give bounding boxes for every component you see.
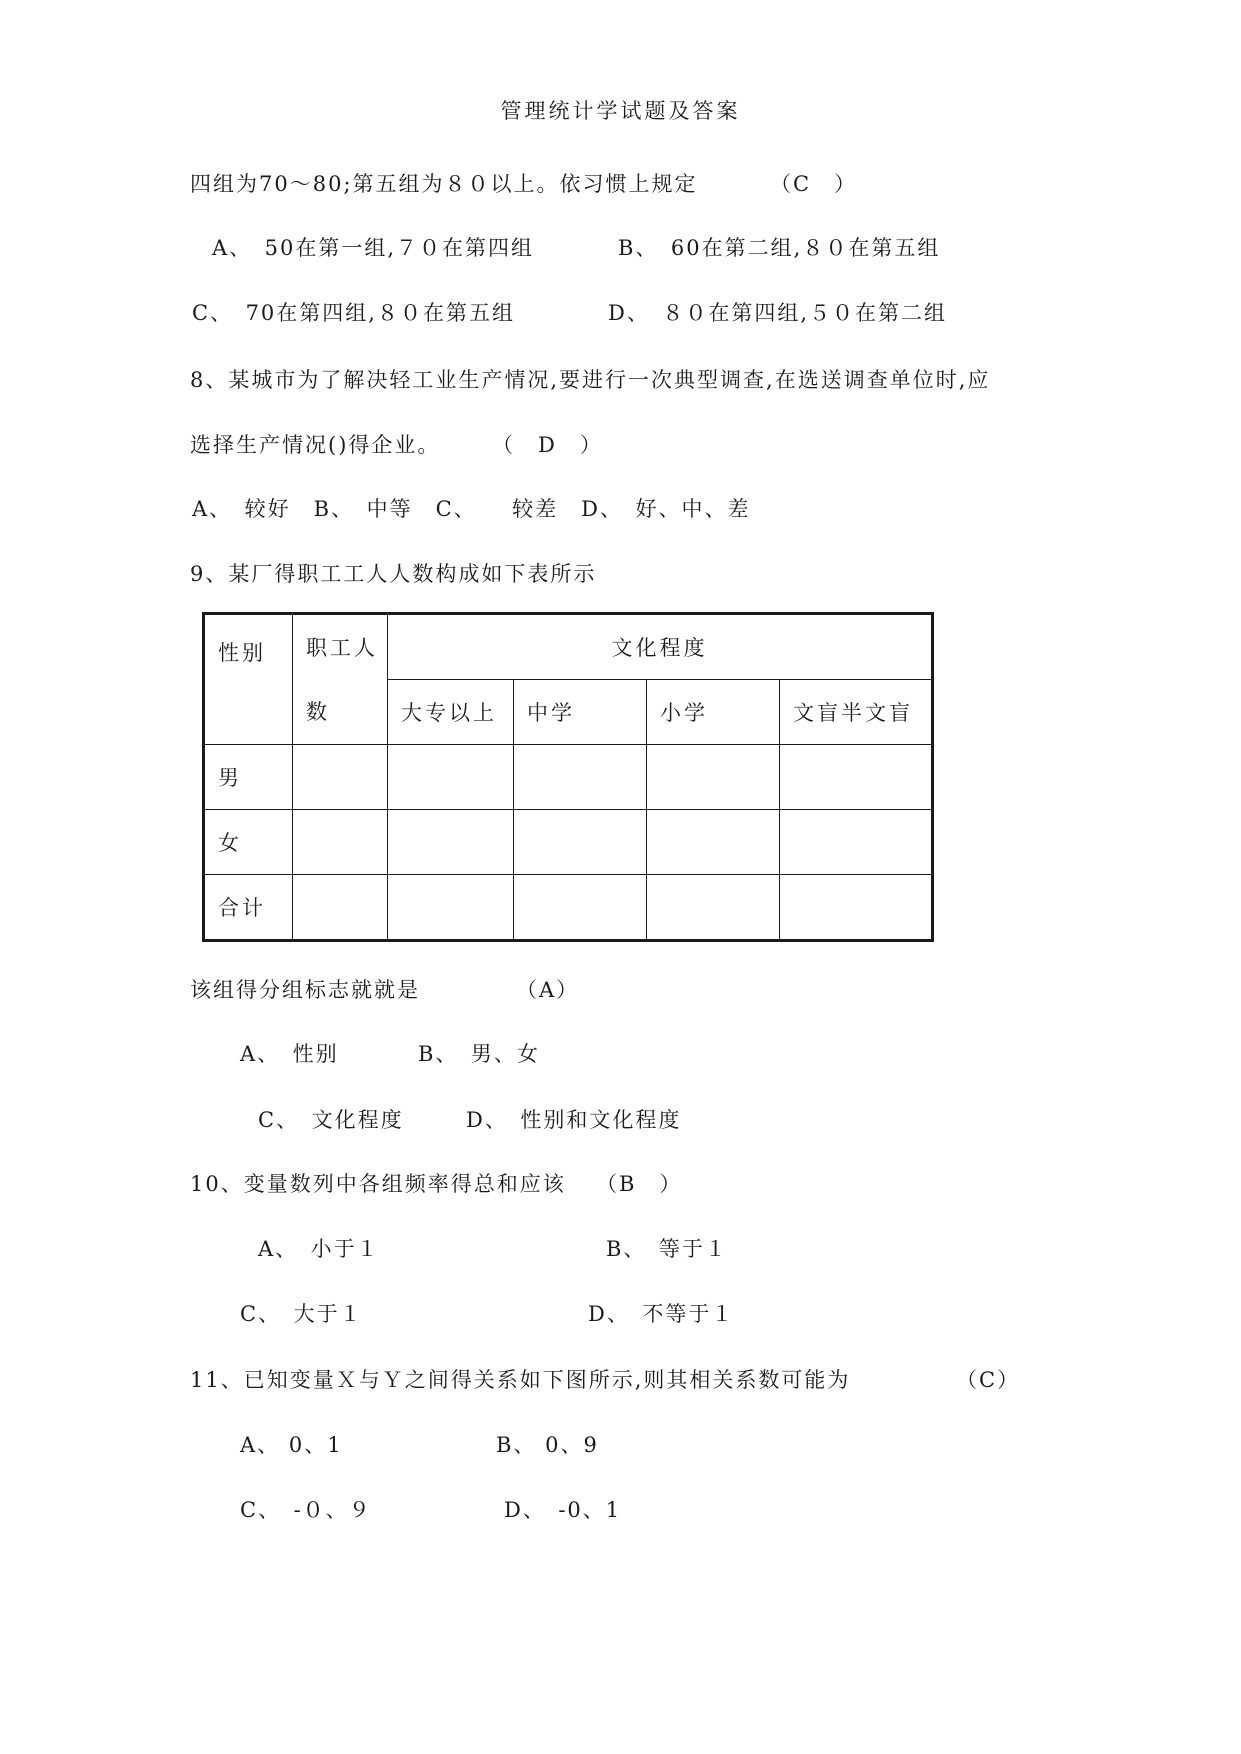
table-cell <box>514 745 647 810</box>
q9-option-b: B、 男、女 <box>418 1042 540 1066</box>
q9-answer: （A） <box>516 978 580 1002</box>
q9-option-d: D、 性别和文化程度 <box>466 1108 682 1132</box>
q9-stem: 9、某厂得职工工人人数构成如下表所示 <box>190 562 597 586</box>
q11-stem: 11、已知变量Ｘ与Ｙ之间得关系如下图所示,则其相关系数可能为 <box>190 1368 851 1392</box>
header-staff-count <box>293 614 388 745</box>
q11-option-b: B、 0、9 <box>496 1433 599 1457</box>
q9-followup: 该组得分组标志就就是 <box>190 978 420 1002</box>
q10-option-c: C、 大于１ <box>240 1302 363 1326</box>
table-cell <box>388 875 514 941</box>
table-cell <box>293 810 388 875</box>
table-header-row <box>204 614 933 680</box>
header-edu-primary: 小学 <box>647 680 780 745</box>
q10-answer: （B ） <box>596 1172 683 1196</box>
q10-option-a: A、 小于１ <box>258 1237 380 1261</box>
header-staff-count-line1: 职工人 <box>306 635 378 660</box>
q7-option-c: C、 70在第四组,８０在第五组 <box>192 301 515 325</box>
table-cell <box>780 810 933 875</box>
q11-answer: （C） <box>956 1368 1021 1392</box>
table-cell <box>780 745 933 810</box>
staff-composition-table <box>202 612 934 942</box>
row-label-total: 合计 <box>204 875 293 941</box>
row-label-female: 女 <box>204 810 293 875</box>
header-gender: 性别 <box>204 614 293 745</box>
table-cell <box>293 875 388 941</box>
header-edu-illiterate: 文盲半文盲 <box>780 680 933 745</box>
header-staff-count-line2: 数 <box>306 699 330 724</box>
table-cell <box>647 745 780 810</box>
q7-answer: （C ） <box>770 172 858 196</box>
q10-stem: 10、变量数列中各组频率得总和应该 <box>190 1172 566 1196</box>
header-edu-college: 大专以上 <box>388 680 514 745</box>
q11-option-c: C、 -０、９ <box>240 1498 372 1522</box>
q7-option-a: A、 50在第一组,７０在第四组 <box>212 236 535 260</box>
table-cell <box>647 810 780 875</box>
table-cell <box>780 875 933 941</box>
q8-answer: （ D ） <box>492 433 603 457</box>
q8-stem-line1: 8、某城市为了解决轻工业生产情况,要进行一次典型调查,在选送调查单位时,应 <box>190 368 991 392</box>
table-row <box>204 810 933 875</box>
q8-options: A、 较好 B、 中等 C、 较差 D、 好、中、差 <box>192 497 751 521</box>
table-cell <box>388 745 514 810</box>
q7-option-d: D、 ８０在第四组,５０在第二组 <box>608 301 948 325</box>
q9-option-a: A、 性别 <box>240 1042 339 1066</box>
table-cell <box>647 875 780 941</box>
q7-option-b: B、 60在第二组,８０在第五组 <box>618 236 941 260</box>
row-label-male: 男 <box>204 745 293 810</box>
q11-option-a: A、 0、1 <box>240 1433 343 1457</box>
q7-stem: 四组为70～80;第五组为８０以上。依习惯上规定 <box>190 172 698 196</box>
table-cell <box>514 875 647 941</box>
q9-option-c: C、 文化程度 <box>258 1108 404 1132</box>
header-education: 文化程度 <box>388 614 933 680</box>
table-row <box>204 745 933 810</box>
q10-option-b: B、 等于１ <box>606 1237 728 1261</box>
q10-option-d: D、 不等于１ <box>588 1302 735 1326</box>
q8-stem-line2: 选择生产情况()得企业。 <box>190 433 441 457</box>
table-cell <box>293 745 388 810</box>
header-edu-middle: 中学 <box>514 680 647 745</box>
page-title: 管理统计学试题及答案 <box>500 99 741 123</box>
table-cell <box>388 810 514 875</box>
table-cell <box>514 810 647 875</box>
q11-option-d: D、 -0、1 <box>504 1498 622 1522</box>
table-row <box>204 875 933 941</box>
